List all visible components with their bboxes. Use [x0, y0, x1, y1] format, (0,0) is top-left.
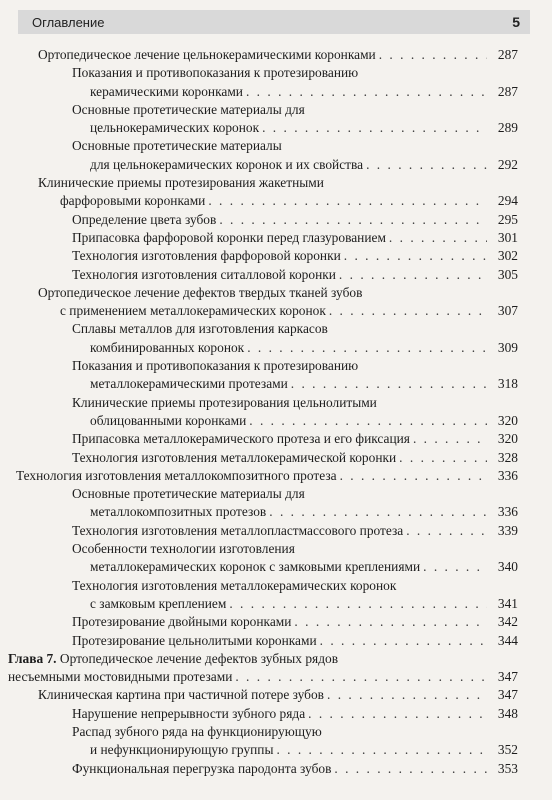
toc-page-number: 292: [497, 156, 518, 172]
toc-page-number: 294: [497, 193, 518, 209]
dot-leader: [294, 613, 487, 631]
dot-leader: [208, 192, 487, 210]
dot-leader: [291, 375, 487, 393]
toc-entry-text: и нефункционирующую группы: [90, 742, 274, 758]
toc-entry-text: Нарушение непрерывности зубного ряда: [72, 705, 306, 721]
toc-entry-text: Протезирование цельнолитыми коронками: [72, 632, 317, 648]
toc-entry[interactable]: [72, 101, 518, 138]
toc-page-number: 318: [497, 376, 518, 392]
toc-entry[interactable]: [72, 357, 518, 394]
toc-entry[interactable]: [72, 64, 518, 101]
running-header: [18, 10, 530, 34]
dot-leader: [235, 668, 487, 686]
toc-entry-text: Показания и противопоказания к протезированию: [72, 358, 359, 374]
toc-entry-text: Основные протетические материалы для: [72, 101, 305, 117]
toc-page-number: 328: [497, 449, 518, 465]
toc-page-number: 336: [497, 504, 518, 520]
toc-entry[interactable]: [72, 577, 518, 614]
toc-entry-text: комбинированных коронок: [90, 339, 245, 355]
toc-entry-text: фарфоровыми коронками: [60, 193, 206, 209]
toc-entry-text: Технология изготовления ситалловой коронки: [72, 266, 336, 282]
toc-entry[interactable]: [72, 522, 518, 540]
dot-leader: [340, 467, 487, 485]
dot-leader: [262, 119, 487, 137]
toc-entry-text: металлокерамических коронок с замковыми креплениями: [90, 559, 421, 575]
toc-entry-text: Клинические приемы протезирования цельнолитыми: [72, 394, 377, 410]
running-header-page-number: 5: [512, 14, 520, 30]
dot-leader: [320, 632, 487, 650]
toc-page-number: 342: [497, 614, 518, 630]
dot-leader: [219, 211, 487, 229]
toc-entry-text: Технология изготовления фарфоровой коронки: [72, 248, 341, 264]
chapter-label: Глава 7.: [8, 650, 57, 666]
toc-entry[interactable]: [72, 705, 518, 723]
toc-entry-text: Технология изготовления металлокерамической коронки: [72, 449, 397, 465]
toc-entry-text: металлокерамическими протезами: [90, 376, 288, 392]
toc-entry-text: Ортопедическое лечение цельнокерамическими коронками: [38, 47, 376, 62]
dot-leader: [327, 686, 487, 704]
toc-entry-text: Распад зубного ряда на функционирующую: [72, 723, 322, 739]
toc-page-number: 320: [497, 412, 518, 428]
toc-entry[interactable]: [38, 284, 518, 321]
toc-entry[interactable]: [72, 394, 518, 431]
toc-entry[interactable]: [38, 686, 518, 704]
toc-entry-text: облицованными коронками: [90, 412, 247, 428]
toc-entry-text: Сплавы металлов для изготовления каркасов: [72, 321, 328, 337]
toc-entry[interactable]: [72, 320, 518, 357]
dot-leader: [366, 156, 487, 174]
toc-entry-text: Функциональная перегрузка пародонта зубов: [72, 760, 332, 776]
toc-entry[interactable]: [72, 760, 518, 778]
toc-page-number: 320: [497, 431, 518, 447]
toc-entry-text: Ортопедическое лечение дефектов зубных рядов: [56, 650, 339, 666]
dot-leader: [308, 705, 487, 723]
toc-entry[interactable]: [72, 266, 518, 284]
dot-leader: [389, 229, 487, 247]
dot-leader: [423, 558, 487, 576]
dot-leader: [249, 412, 487, 430]
toc-entry-text: Припасовка металлокерамического протеза и его фиксация: [72, 431, 410, 447]
toc-entry-text: Определение цвета зубов: [72, 211, 217, 227]
toc-entry-text: керамическими коронками: [90, 83, 243, 99]
toc-page-number: 309: [497, 339, 518, 355]
toc-entry-text: с применением металлокерамических коронок: [60, 303, 326, 319]
toc-entry-text: цельнокерамических коронок: [90, 120, 260, 136]
toc-page-number: 340: [497, 559, 518, 575]
toc-page-number: 287: [497, 83, 518, 99]
toc-entry[interactable]: [72, 723, 518, 760]
toc-entry-text: Припасовка фарфоровой коронки перед глазурованием: [72, 229, 386, 245]
dot-leader: [329, 302, 487, 320]
dot-leader: [276, 741, 487, 759]
dot-leader: [246, 83, 487, 101]
toc-entry[interactable]: [16, 467, 518, 485]
dot-leader: [406, 522, 487, 540]
toc-page-number: 352: [497, 742, 518, 758]
toc-page-number: 301: [497, 229, 518, 245]
toc-entry[interactable]: [72, 137, 518, 174]
toc-entry[interactable]: [72, 449, 518, 467]
toc-entry-text: Особенности технологии изготовления: [72, 541, 295, 557]
dot-leader: [229, 595, 487, 613]
toc-entry-text: Технология изготовления металлокомпозитного протеза: [16, 467, 337, 483]
toc-page-number: 295: [497, 211, 518, 227]
dot-leader: [379, 46, 487, 64]
toc-entry-text: Основные протетические материалы: [72, 138, 282, 154]
toc-page-number: 341: [497, 595, 518, 611]
toc-entry-text: металлокомпозитных протезов: [90, 504, 267, 520]
toc-entry-text: Основные протетические материалы для: [72, 486, 305, 502]
dot-leader: [339, 266, 487, 284]
toc-entry[interactable]: [72, 430, 518, 448]
toc-entry[interactable]: [72, 485, 518, 522]
toc-page-number: 336: [497, 467, 518, 483]
dot-leader: [269, 503, 487, 521]
dot-leader: [247, 339, 487, 357]
toc-page-number: 302: [497, 248, 518, 264]
toc-entry[interactable]: [8, 650, 518, 687]
toc-entry-text: Технология изготовления металлокерамических коронок: [72, 577, 397, 593]
toc-page-number: 305: [497, 266, 518, 282]
toc-page-number: 287: [497, 47, 518, 62]
running-header-title: Оглавление: [32, 14, 105, 30]
toc-entry[interactable]: [72, 211, 518, 229]
toc-page-number: 348: [497, 705, 518, 721]
toc-entry-text: Технология изготовления металлопластмассового протеза: [72, 522, 404, 538]
toc-entry-text: Показания и противопоказания к протезированию: [72, 65, 359, 81]
toc-page-number: 307: [497, 303, 518, 319]
toc-entry[interactable]: [38, 174, 518, 211]
toc-page-number: 289: [497, 120, 518, 136]
toc-entry[interactable]: [72, 247, 518, 265]
dot-leader: [413, 430, 487, 448]
toc-entry-text: Протезирование двойными коронками: [72, 614, 292, 630]
dot-leader: [334, 760, 487, 778]
toc-entry[interactable]: [72, 229, 518, 247]
toc-entry[interactable]: [72, 540, 518, 577]
toc-entry-text: Клиническая картина при частичной потере зубов: [38, 687, 325, 703]
toc-page-number: 347: [497, 669, 518, 685]
toc-page-number: 353: [497, 760, 518, 776]
toc-entry-text: с замковым креплением: [90, 595, 227, 611]
toc-entry[interactable]: [72, 613, 518, 631]
toc-page-number: 339: [497, 522, 518, 538]
toc-entry-text: для цельнокерамических коронок и их свойства: [90, 156, 364, 172]
toc-page-number: 347: [497, 687, 518, 703]
dot-leader: [344, 247, 487, 265]
table-of-contents: [8, 46, 518, 778]
dot-leader: [399, 449, 487, 467]
toc-entry[interactable]: [72, 632, 518, 650]
toc-entry-text: Клинические приемы протезирования жакетными: [38, 175, 324, 191]
toc-entry-text: несъемными мостовидными протезами: [8, 669, 233, 685]
toc-entry-text: Ортопедическое лечение дефектов твердых тканей зубов: [38, 284, 363, 300]
toc-entry[interactable]: [38, 46, 518, 64]
toc-page-number: 344: [497, 632, 518, 648]
